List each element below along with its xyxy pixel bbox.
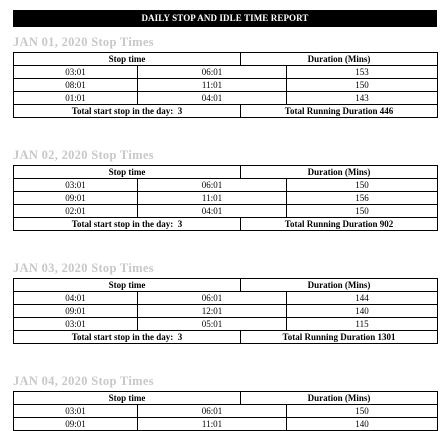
day-title: JAN 03, 2020 Stop Times <box>13 261 154 275</box>
start-time-cell: 09:01 <box>14 192 138 205</box>
total-running-cell <box>241 331 438 344</box>
stop-time-header: Stop time <box>14 279 241 292</box>
start-time-cell: 03:01 <box>14 405 138 418</box>
start-time-cell: 08:01 <box>14 79 138 92</box>
table-row <box>14 418 438 431</box>
table-header-row <box>14 166 438 179</box>
totals-row <box>14 331 438 344</box>
stop-times-table <box>13 52 438 118</box>
end-time-cell: 06:01 <box>138 179 287 192</box>
total-running-label: Total Running Duration <box>282 332 376 342</box>
total-running-label: Total Running Duration <box>284 106 378 116</box>
stop-times-table <box>13 278 438 344</box>
start-time-cell: 09:01 <box>14 305 138 318</box>
duration-header: Duration (Mins) <box>241 53 438 66</box>
end-time-cell: 11:01 <box>138 79 287 92</box>
total-running-cell <box>241 218 438 231</box>
duration-header: Duration (Mins) <box>241 392 438 405</box>
total-stops-cell <box>14 105 241 118</box>
table-row <box>14 92 438 105</box>
table-header-row <box>14 53 438 66</box>
table-row <box>14 179 438 192</box>
total-stops-value: 3 <box>177 106 183 116</box>
table-row <box>14 192 438 205</box>
total-running-value: 446 <box>379 106 394 116</box>
end-time-cell: 06:01 <box>138 66 287 79</box>
start-time-cell: 03:01 <box>14 318 138 331</box>
stop-time-header: Stop time <box>14 53 241 66</box>
duration-header: Duration (Mins) <box>241 279 438 292</box>
total-stops-value: 3 <box>177 219 183 229</box>
duration-cell: 140 <box>287 305 438 318</box>
start-time-cell: 09:01 <box>14 418 138 431</box>
end-time-cell: 06:01 <box>138 405 287 418</box>
total-stops-cell <box>14 331 241 344</box>
total-running-value: 902 <box>379 219 394 229</box>
duration-cell: 150 <box>287 205 438 218</box>
duration-cell: 156 <box>287 192 438 205</box>
stop-time-header: Stop time <box>14 392 241 405</box>
stop-times-table <box>13 165 438 231</box>
end-time-cell: 04:01 <box>138 92 287 105</box>
day-title: JAN 01, 2020 Stop Times <box>13 35 154 49</box>
duration-header: Duration (Mins) <box>241 166 438 179</box>
end-time-cell: 06:01 <box>138 292 287 305</box>
table-row <box>14 66 438 79</box>
table-header-row <box>14 279 438 292</box>
table-header-row <box>14 392 438 405</box>
duration-cell: 150 <box>287 405 438 418</box>
table-row <box>14 292 438 305</box>
total-stops-cell <box>14 218 241 231</box>
duration-cell: 140 <box>287 418 438 431</box>
table-row <box>14 318 438 331</box>
end-time-cell: 04:01 <box>138 205 287 218</box>
table-row <box>14 405 438 418</box>
table-row <box>14 205 438 218</box>
total-running-value: 1301 <box>377 332 396 342</box>
start-time-cell: 04:01 <box>14 292 138 305</box>
total-stops-label: Total start stop in the day: <box>71 106 174 116</box>
total-running-cell <box>241 105 438 118</box>
duration-cell: 150 <box>287 79 438 92</box>
duration-cell: 143 <box>287 92 438 105</box>
duration-cell: 144 <box>287 292 438 305</box>
end-time-cell: 05:01 <box>138 318 287 331</box>
start-time-cell: 02:01 <box>14 205 138 218</box>
day-title: JAN 02, 2020 Stop Times <box>13 148 154 162</box>
start-time-cell: 01:01 <box>14 92 138 105</box>
duration-cell: 150 <box>287 179 438 192</box>
stop-time-header: Stop time <box>14 166 241 179</box>
total-stops-label: Total start stop in the day: <box>71 219 174 229</box>
total-running-label: Total Running Duration <box>284 219 378 229</box>
end-time-cell: 12:01 <box>138 305 287 318</box>
end-time-cell: 11:01 <box>138 418 287 431</box>
day-title: JAN 04, 2020 Stop Times <box>13 374 154 388</box>
report-title: DAILY STOP AND IDLE TIME REPORT <box>13 10 437 27</box>
table-row <box>14 305 438 318</box>
duration-cell: 115 <box>287 318 438 331</box>
totals-row <box>14 105 438 118</box>
end-time-cell: 11:01 <box>138 192 287 205</box>
duration-cell: 153 <box>287 66 438 79</box>
total-stops-value: 3 <box>177 332 183 342</box>
start-time-cell: 03:01 <box>14 179 138 192</box>
table-row <box>14 79 438 92</box>
stop-times-table <box>13 391 438 431</box>
total-stops-label: Total start stop in the day: <box>71 332 174 342</box>
totals-row <box>14 218 438 231</box>
start-time-cell: 03:01 <box>14 66 138 79</box>
